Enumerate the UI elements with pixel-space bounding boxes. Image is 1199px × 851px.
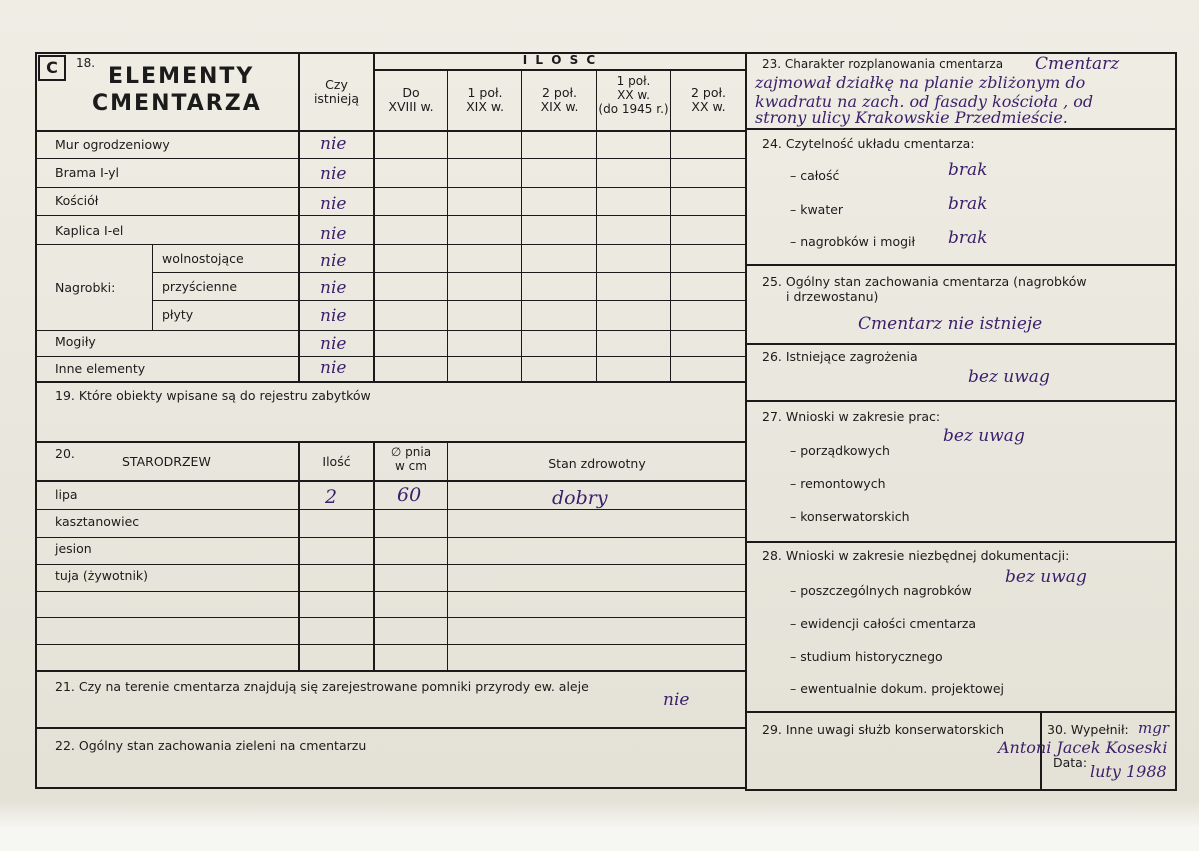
row-line [35,330,745,331]
trees-col-health: Stan zdrowotny [548,456,646,471]
element-label: Inne elementy [55,361,146,376]
section-line [745,264,1177,266]
section-title-line2: CMENTARZA [92,91,262,116]
q24-item-answer: brak [948,228,988,248]
q24-item-label: – nagrobków i mogił [790,234,916,249]
q23-answer-line4: strony ulicy Krakowskie Przedmieście. [755,108,1068,127]
q28-item: – studium historycznego [790,649,943,664]
element-answer: nie [320,251,347,271]
tree-header-line [35,480,745,482]
col-header-xx-1: 1 poł. XX w. (do 1945 r.) [598,74,669,116]
tree-name: lipa [55,487,78,502]
col-line [521,69,522,382]
q24-item-label: – kwater [790,202,844,217]
element-label: wolnostojące [162,251,244,266]
tree-col-line [298,441,300,671]
element-answer: nie [320,134,347,154]
q26-answer: bez uwag [968,367,1050,387]
row-line [35,509,745,510]
trees-title: STARODRZEW [122,454,211,469]
tree-name: jesion [55,541,92,556]
row-line [35,158,745,159]
qty-header-line [373,69,745,71]
frame-right [1175,52,1177,791]
q27-item: – konserwatorskich [790,509,910,524]
q28-item: – ewidencji całości cmentarza [790,616,977,631]
element-answer: nie [320,278,347,298]
tree-health: dobry [552,487,608,509]
col-header-xviii: Do XVIII w. [388,85,434,115]
row-line [35,591,745,592]
tree-col-line [373,441,375,671]
q24-item-label: – całość [790,168,840,183]
col-header-xix-2: 2 poł. XIX w. [540,85,579,115]
q28-answer: bez uwag [1005,567,1087,587]
element-answer: nie [320,164,347,184]
trees-number: 20. [55,446,75,461]
element-label: Brama I-yl [55,165,120,180]
section-line [745,343,1177,345]
element-answer: nie [320,358,347,378]
trees-col-qty: Ilość [322,454,351,469]
element-label: Mur ogrodzeniowy [55,137,170,152]
q26-label: 26. Istniejące zagrożenia [762,349,918,364]
row-line [35,356,745,357]
col-header-xix-1: 1 poł. XIX w. [466,85,504,115]
col-line [670,69,671,382]
tree-col-line [447,441,448,671]
element-answer: nie [320,334,347,354]
element-label: Kaplica I-el [55,223,124,238]
element-answer: nie [320,306,347,326]
section-letter-box: C [38,55,66,81]
element-label: przyścienne [162,279,238,294]
nagrobki-label: Nagrobki: [55,280,116,295]
frame-bottom-left [35,787,745,789]
q23-label: 23. Charakter rozplanowania cmentarza [762,57,1004,71]
row-line [35,564,745,565]
q27-item: – porządkowych [790,443,890,458]
q27-answer: bez uwag [943,426,1025,446]
tree-diam: 60 [397,484,422,506]
section-line [745,541,1177,543]
q25-label-line2: i drzewostanu) [786,289,879,304]
q30-date-label: Data: [1053,755,1088,770]
col-exists-header: Czy istnieją [313,77,360,107]
element-answer: nie [320,194,347,214]
row-line [35,244,745,245]
tree-name: kasztanowiec [55,514,140,529]
section-line [745,128,1177,130]
section-line [745,400,1177,402]
row-line [35,644,745,645]
col-line [447,69,448,382]
q29-label: 29. Inne uwagi służb konserwatorskich [762,722,1004,737]
q23-answer-line2: zajmował działkę na planie zbliżonym do [755,73,1086,92]
section-line [35,670,745,672]
element-label: Kościół [55,193,99,208]
q27-label: 27. Wnioski w zakresie prac: [762,409,941,424]
q30-label: 30. Wypełnił: [1047,722,1129,737]
q28-item: – ewentualnie dokum. projektowej [790,681,1005,696]
element-answer: nie [320,224,347,244]
q30-name: Antoni Jacek Koseski [998,738,1168,757]
tree-qty: 2 [325,486,338,508]
section-line [35,441,745,443]
row-line [35,187,745,188]
element-label: Mogiły [55,334,96,349]
q21-label: 21. Czy na terenie cmentarza znajdują się zarejestrowane pomniki przyrody ew. aleje [55,679,589,694]
col-line-nagrobki [152,244,153,330]
frame-mid [745,52,747,791]
tree-name: tuja (żywotnik) [55,568,149,583]
q28-label: 28. Wnioski w zakresie niezbędnej dokumentacji: [762,548,1070,563]
q24-item-answer: brak [948,160,988,180]
q25-label-line1: 25. Ogólny stan zachowania cmentarza (nagrobków [762,274,1087,289]
section-number: 18. [76,56,96,70]
header-bottom-line [35,130,745,132]
row-line [35,537,745,538]
section-line [745,711,1177,713]
q30-date: luty 1988 [1090,762,1167,781]
q24-label: 24. Czytelność układu cmentarza: [762,136,975,151]
trees-col-diam: ∅ pnia w cm [390,445,432,473]
q19-label: 19. Które obiekty wpisane są do rejestru zabytków [55,388,371,403]
q23-answer-line3: kwadratu na zach. od fasady kościoła , od [755,92,1094,111]
q28-item: – poszczególnych nagrobków [790,583,972,598]
row-line [35,215,745,216]
q25-answer: Cmentarz nie istnieje [858,314,1043,334]
frame-bottom-right [745,789,1177,791]
q24-item-answer: brak [948,194,988,214]
element-label: płyty [162,307,194,322]
col-header-xx-2: 2 poł. XX w. [690,85,727,115]
section-title-line1: ELEMENTY [108,64,255,89]
section-line [35,727,745,729]
section-line [35,381,745,383]
row-line [35,617,745,618]
q23-answer-line1: Cmentarz [1035,54,1120,74]
row-line [152,300,745,301]
q30-name-prefix: mgr [1138,719,1169,737]
q21-answer: nie [663,690,690,710]
q27-item: – remontowych [790,476,886,491]
row-line [152,272,745,273]
q22-label: 22. Ogólny stan zachowania zieleni na cmentarzu [55,738,367,753]
frame-left [35,52,37,789]
quantity-header: I L O Ś Ć [522,53,598,67]
